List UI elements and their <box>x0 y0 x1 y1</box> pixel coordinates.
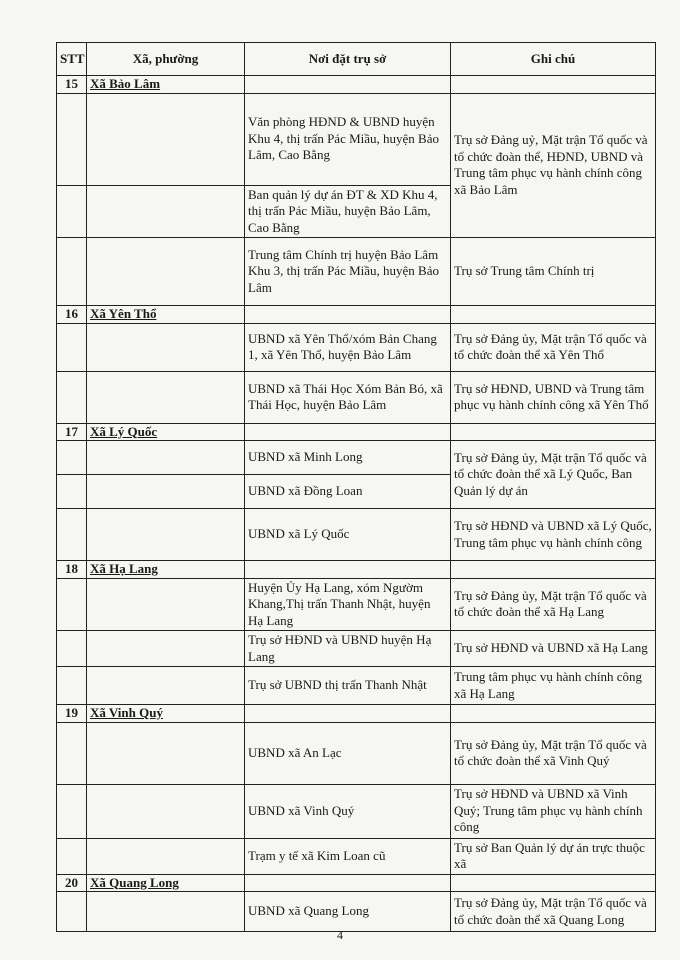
location-cell: UBND xã Yên Thổ/xóm Bản Chang 1, xã Yên Thổ, huyện Bảo Lâm <box>245 323 451 371</box>
location-cell: Văn phòng HĐND & UBND huyện Khu 4, thị trấn Pác Miầu, huyện Bảo Lâm, Cao Bằng <box>245 93 451 185</box>
note-cell: Trụ sở HĐND, UBND và Trung tâm phục vụ hành chính công xã Yên Thổ <box>451 371 656 423</box>
stt-cell: 20 <box>57 874 87 892</box>
page-number: 4 <box>337 928 343 942</box>
note-cell: Trụ sở HĐND và UBND xã Lý Quốc, Trung tâm phục vụ hành chính công <box>451 509 656 561</box>
table-row <box>57 631 656 667</box>
table-row <box>57 784 656 838</box>
location-cell: UBND xã Quang Long <box>245 892 451 932</box>
note-cell: Trụ sở Đảng ủy, Mặt trận Tổ quốc và tổ chức đoàn thể xã Hạ Lang <box>451 578 656 631</box>
location-cell: UBND xã Lý Quốc <box>245 509 451 561</box>
table-header-row <box>57 43 656 76</box>
location-cell: Trụ sở UBND thị trấn Thanh Nhật <box>245 667 451 705</box>
stt-cell: 17 <box>57 423 87 441</box>
header-location: Nơi đặt trụ sở <box>245 43 451 76</box>
location-cell: Ban quản lý dự án ĐT & XD Khu 4, thị trấn Pác Miầu, huyện Bảo Lâm, Cao Bằng <box>245 185 451 238</box>
location-cell: Trung tâm Chính trị huyện Bảo Lâm Khu 3, thị trấn Pác Miầu, huyện Bảo Lâm <box>245 238 451 306</box>
table-row <box>57 93 656 185</box>
table-row <box>57 323 656 371</box>
location-cell: UBND xã Minh Long <box>245 441 451 475</box>
commune-row <box>57 306 656 324</box>
commune-name: Xã Yên Thổ <box>87 306 245 324</box>
table-row <box>57 509 656 561</box>
note-cell: Trung tâm phục vụ hành chính công xã Hạ Lang <box>451 667 656 705</box>
commune-name: Xã Hạ Lang <box>87 561 245 579</box>
table-row <box>57 722 656 784</box>
commune-name: Xã Lý Quốc <box>87 423 245 441</box>
note-cell: Trụ sở Trung tâm Chính trị <box>451 238 656 306</box>
header-note: Ghi chú <box>451 43 656 76</box>
location-cell: UBND xã Vinh Quý <box>245 784 451 838</box>
location-cell: Trụ sở HĐND và UBND huyện Hạ Lang <box>245 631 451 667</box>
commune-row <box>57 76 656 94</box>
commune-name: Xã Vinh Quý <box>87 705 245 723</box>
commune-row <box>57 705 656 723</box>
location-cell: Trạm y tế xã Kim Loan cũ <box>245 838 451 874</box>
note-cell: Trụ sở Đảng uỷ, Mặt trận Tổ quốc và tổ chức đoàn thể, HĐND, UBND và Trung tâm phục vụ hành chính công xã Bảo Lâm <box>451 93 656 238</box>
note-cell: Trụ sở HĐND và UBND xã Vinh Quý; Trung tâm phục vụ hành chính công <box>451 784 656 838</box>
table-row <box>57 667 656 705</box>
document-table <box>56 42 656 932</box>
table-row <box>57 371 656 423</box>
note-cell: Trụ sở HĐND và UBND xã Hạ Lang <box>451 631 656 667</box>
commune-row <box>57 874 656 892</box>
note-cell: Trụ sở Ban Quản lý dự án trực thuộc xã <box>451 838 656 874</box>
header-stt: STT <box>57 43 87 76</box>
commune-name: Xã Quang Long <box>87 874 245 892</box>
note-cell: Trụ sở Đảng ủy, Mặt trận Tổ quốc và tổ chức đoàn thể xã Vinh Quý <box>451 722 656 784</box>
commune-row <box>57 423 656 441</box>
commune-row <box>57 561 656 579</box>
location-cell: UBND xã An Lạc <box>245 722 451 784</box>
table-row <box>57 838 656 874</box>
stt-cell: 16 <box>57 306 87 324</box>
table-row <box>57 578 656 631</box>
header-commune: Xã, phường <box>87 43 245 76</box>
table-row <box>57 441 656 475</box>
stt-cell: 18 <box>57 561 87 579</box>
location-cell: UBND xã Đồng Loan <box>245 475 451 509</box>
note-cell: Trụ sở Đảng ủy, Mặt trận Tổ quốc và tổ chức đoàn thể xã Yên Thổ <box>451 323 656 371</box>
commune-name: Xã Bảo Lâm <box>87 76 245 94</box>
stt-cell: 15 <box>57 76 87 94</box>
stt-cell: 19 <box>57 705 87 723</box>
note-cell: Trụ sở Đảng ủy, Mặt trận Tổ quốc và tổ chức đoàn thể xã Quang Long <box>451 892 656 932</box>
table-row <box>57 892 656 932</box>
location-cell: Huyện Ủy Hạ Lang, xóm Ngườm Khang,Thị trấn Thanh Nhật, huyện Hạ Lang <box>245 578 451 631</box>
table-row <box>57 238 656 306</box>
location-cell: UBND xã Thái Học Xóm Bản Bó, xã Thái Học, huyện Bảo Lâm <box>245 371 451 423</box>
note-cell: Trụ sở Đảng ủy, Mặt trận Tổ quốc và tổ chức đoàn thể xã Lý Quốc, Ban Quản lý dự án <box>451 441 656 509</box>
